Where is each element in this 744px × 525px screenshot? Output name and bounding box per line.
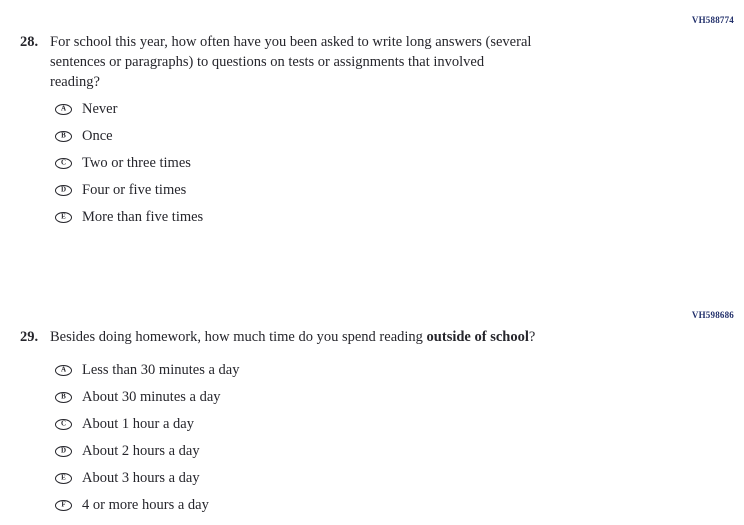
option-label: 4 or more hours a day [82, 497, 209, 513]
accession-code-q29: VH598686 [691, 310, 734, 320]
bubble-letter: D [60, 185, 67, 194]
bubble-letter: E [61, 473, 66, 482]
bubble-letter: E [61, 212, 66, 221]
answer-bubble[interactable] [55, 446, 72, 457]
question-text-segment: ? [528, 329, 536, 345]
option-label: Never [82, 101, 118, 117]
answer-bubble[interactable] [55, 212, 72, 223]
answer-bubble[interactable] [55, 392, 72, 403]
answer-option[interactable] [55, 357, 239, 384]
option-label: About 1 hour a day [82, 416, 194, 432]
answer-option[interactable] [55, 204, 203, 231]
question-29-options [55, 357, 239, 519]
accession-code-q28: VH588774 [691, 15, 734, 25]
bubble-letter: A [60, 104, 67, 113]
answer-option[interactable] [55, 123, 203, 150]
option-label: Once [82, 128, 113, 144]
question-28-options [55, 96, 203, 231]
bubble-letter: D [60, 446, 67, 455]
question-text [50, 32, 531, 92]
answer-bubble[interactable] [55, 158, 72, 169]
option-label: About 30 minutes a day [82, 389, 221, 405]
question-text-line: For school this year, how often have you been asked to write long answers (several [50, 34, 532, 50]
question-29 [20, 327, 535, 347]
bubble-letter: A [60, 365, 67, 374]
answer-option[interactable] [55, 411, 239, 438]
bubble-letter: C [60, 419, 67, 428]
answer-option[interactable] [55, 384, 239, 411]
question-number: 28. [20, 34, 39, 50]
bubble-letter: C [60, 158, 67, 167]
answer-option[interactable] [55, 465, 239, 492]
question-text-line: sentences or paragraphs) to questions on tests or assignments that involved [50, 54, 485, 70]
answer-bubble[interactable] [55, 500, 72, 511]
answer-option[interactable] [55, 96, 203, 123]
answer-bubble[interactable] [55, 104, 72, 115]
bubble-letter: B [61, 392, 66, 401]
option-label: About 2 hours a day [82, 443, 200, 459]
answer-option[interactable] [55, 150, 203, 177]
question-text [50, 327, 535, 347]
question-number: 29. [20, 329, 39, 345]
question-28 [20, 32, 531, 92]
answer-bubble[interactable] [55, 365, 72, 376]
question-text-bold-segment: outside of school [426, 329, 529, 345]
option-label: About 3 hours a day [82, 470, 200, 486]
bubble-letter: B [61, 131, 66, 140]
answer-bubble[interactable] [55, 131, 72, 142]
answer-option[interactable] [55, 492, 239, 519]
answer-option[interactable] [55, 438, 239, 465]
answer-bubble[interactable] [55, 419, 72, 430]
answer-option[interactable] [55, 177, 203, 204]
bubble-letter: F [61, 500, 66, 509]
option-label: Four or five times [82, 182, 187, 198]
question-text-line: reading? [50, 74, 100, 90]
answer-bubble[interactable] [55, 473, 72, 484]
option-label: Less than 30 minutes a day [82, 362, 240, 378]
option-label: More than five times [82, 209, 204, 225]
question-text-segment: Besides doing homework, how much time do you spend reading [50, 329, 427, 345]
answer-bubble[interactable] [55, 185, 72, 196]
option-label: Two or three times [82, 155, 191, 171]
